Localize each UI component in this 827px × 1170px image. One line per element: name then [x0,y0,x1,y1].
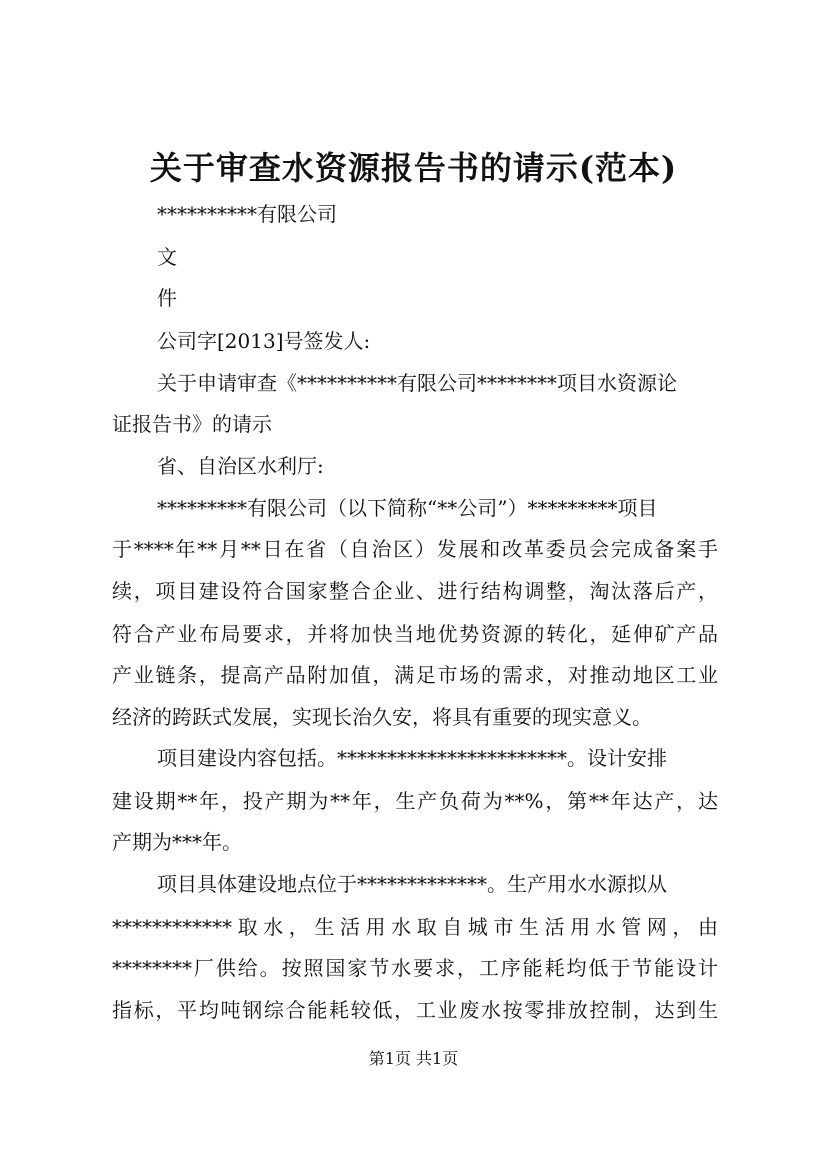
paragraph-2-line-1: 项目建设内容包括。***********************。设计安排 [157,746,667,770]
paragraph-3-line-3: ********厂供给。按照国家节水要求，工序能耗均低于节能设计 [112,956,718,980]
subject-line-1: 关于申请审查《**********有限公司********项目水资源论 [157,371,677,395]
paragraph-1-line-3: 续，项目建设符合国家整合企业、进行结构调整，淘汰落后产， [112,579,718,603]
recipient-line: 省、自治区水利厅: [157,454,324,478]
page-footer: 第1页 共1页 [368,1049,459,1068]
header-line-jian: 件 [157,286,177,310]
paragraph-2-line-2: 建设期**年，投产期为**年，生产负荷为**%，第**年达产，达 [112,789,718,813]
paragraph-1-line-2: 于****年**月**日在省（自治区）发展和改革委员会完成备案手 [112,537,718,561]
document-number-line: 公司字[2013]号签发人: [157,329,371,353]
header-line-wen: 文 [157,245,177,269]
paragraph-1-line-1: *********有限公司（以下简称“**公司”）*********项目 [157,496,658,520]
paragraph-3-line-2: ************取水，生活用水取自城市生活用水管网，由 [112,915,718,939]
document-title: 关于审查水资源报告书的请示(范本) [149,149,678,187]
paragraph-1-line-5: 产业链条，提高产品附加值，满足市场的需求，对推动地区工业 [112,663,718,687]
company-name-line: **********有限公司 [157,202,337,226]
paragraph-3-line-1: 项目具体建设地点位于*************。生产用水水源拟从 [157,872,667,896]
paragraph-2-line-3: 产期为***年。 [112,830,242,854]
paragraph-1-line-4: 符合产业布局要求，并将加快当地优势资源的转化，延伸矿产品 [112,622,718,646]
paragraph-1-line-6: 经济的跨跃式发展，实现长治久安，将具有重要的现实意义。 [112,705,652,729]
paragraph-3-line-4: 指标，平均吨钢综合能耗较低，工业废水按零排放控制，达到生 [112,998,718,1022]
subject-line-2: 证报告书》的请示 [112,412,272,436]
